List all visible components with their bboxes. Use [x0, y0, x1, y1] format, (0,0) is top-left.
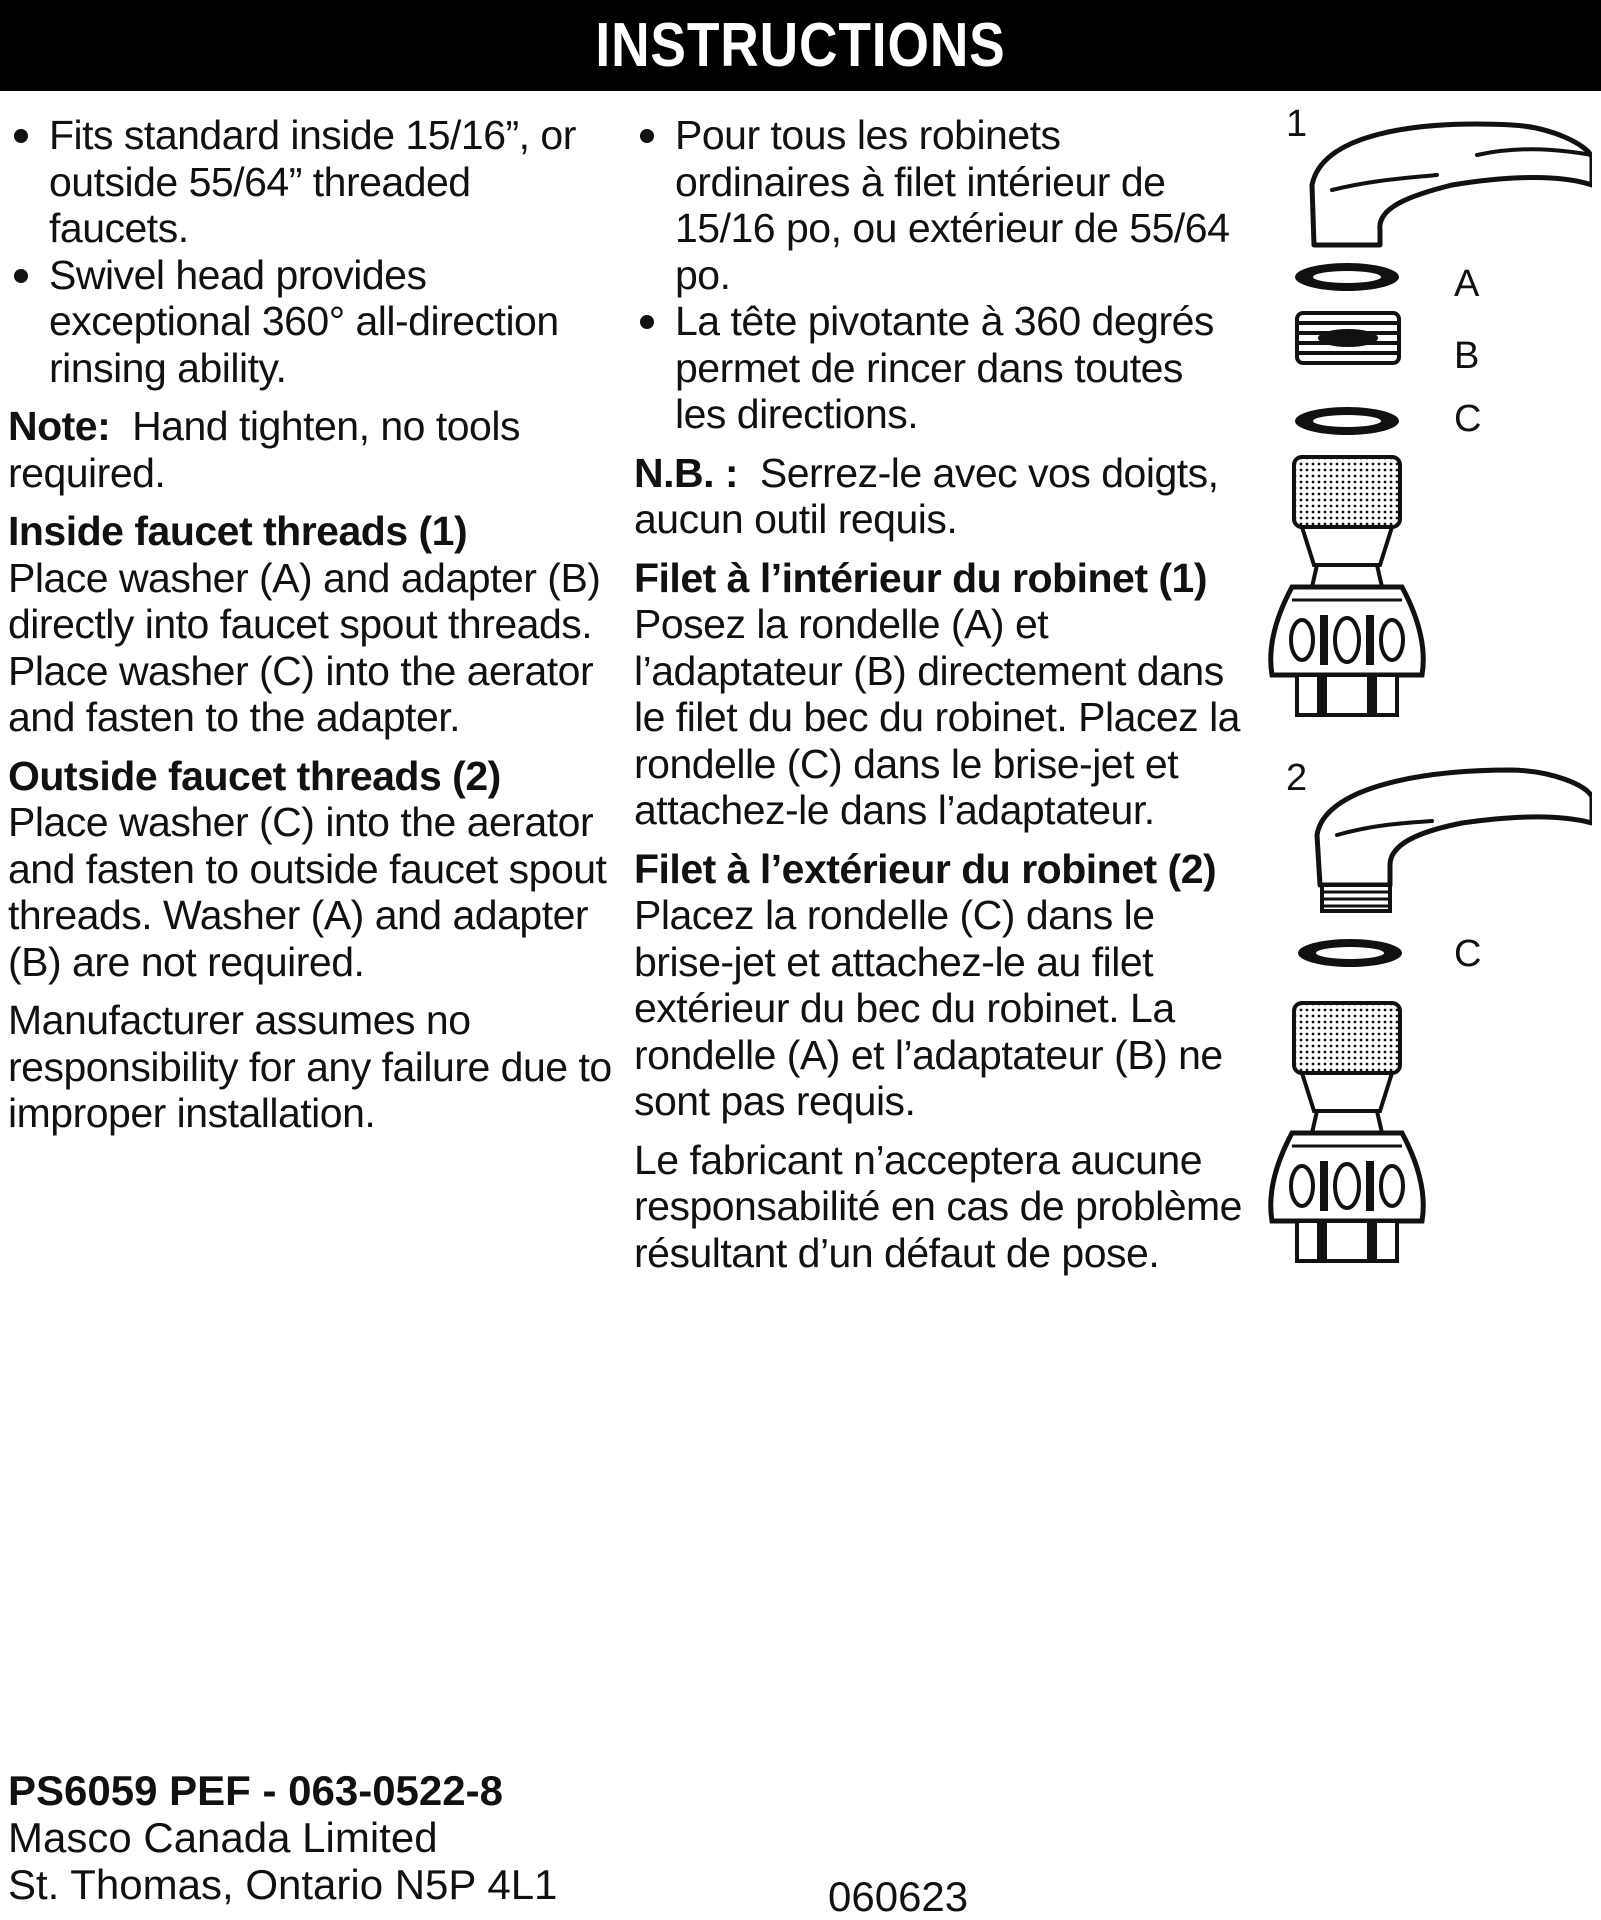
english-bullet-fit: Fits standard inside 15/16”, or outside 55/64” threaded faucets.	[8, 112, 618, 252]
english-outside-text: Place washer (C) into the aerator and fasten to outside faucet spout threads. Washer (A) and adapter (B) are not required.	[8, 799, 607, 985]
french-outside-title: Filet à l’extérieur du robinet (2)	[634, 845, 1217, 892]
french-column	[634, 112, 1244, 1276]
product-code: PS6059 PEF - 063-0522-8	[8, 1767, 503, 1814]
english-outside-section	[8, 741, 618, 986]
french-disclaimer: Le fabricant n’acceptera aucune responsabilité en cas de problème résultant d’un défaut de pose.	[634, 1136, 1242, 1276]
french-note-text: Serrez-le avec vos doigts, aucun outil requis.	[634, 449, 1219, 542]
company-name: Masco Canada Limited	[8, 1814, 438, 1861]
english-feature-list	[8, 112, 618, 391]
english-outside-title: Outside faucet threads (2)	[8, 752, 501, 799]
footer	[8, 1767, 808, 1908]
english-inside-section	[8, 496, 618, 741]
label-c-2: C	[1454, 933, 1482, 975]
figure-1-number: 1	[1286, 103, 1308, 145]
diagram-drawing	[1262, 95, 1592, 1295]
washer-c-1	[1295, 407, 1399, 435]
washer-c-2	[1298, 939, 1402, 967]
label-b: B	[1454, 335, 1480, 377]
page-title: INSTRUCTIONS	[595, 11, 1006, 80]
aerator-2	[1271, 1003, 1424, 1261]
document-number: 060623	[828, 1873, 969, 1920]
french-outside-section	[634, 834, 1244, 1125]
french-outside-text: Placez la rondelle (C) dans le brise-jet et attachez-le au filet extérieur du bec du robinet. La rondelle (A) et l’adaptateur (B) ne sont pas requis.	[634, 892, 1223, 1124]
faucet-spout-2	[1317, 770, 1592, 911]
washer-a	[1295, 263, 1399, 291]
figure-2-number: 2	[1286, 757, 1308, 799]
english-note-label: Note:	[8, 403, 111, 449]
french-inside-text: Posez la rondelle (A) et l’adaptateur (B) directement dans le filet du bec du robinet. Placez la rondelle (C) dans le brise-jet et attachez-le dans l’adaptateur.	[634, 601, 1240, 833]
french-note-label: N.B. :	[634, 449, 739, 496]
french-note	[634, 438, 1244, 543]
french-feature-list	[634, 112, 1244, 438]
french-inside-section	[634, 543, 1244, 834]
label-a: A	[1454, 263, 1480, 305]
english-inside-text: Place washer (A) and adapter (B) directly into faucet spout threads. Place washer (C) into the aerator and fasten to the adapter.	[8, 554, 601, 740]
installation-diagram	[1262, 95, 1592, 1295]
company-address: St. Thomas, Ontario N5P 4L1	[8, 1861, 558, 1908]
english-note-text: Hand tighten, no tools required.	[8, 403, 520, 496]
french-bullet-swivel: La tête pivotante à 360 degrés permet de rincer dans toutes les directions.	[634, 298, 1244, 438]
adapter-b	[1297, 313, 1399, 363]
french-bullet-fit: Pour tous les robinets ordinaires à filet intérieur de 15/16 po, ou extérieur de 55/64 po.	[634, 112, 1244, 298]
english-inside-title: Inside faucet threads (1)	[8, 508, 468, 554]
english-disclaimer: Manufacturer assumes no responsibility for any failure due to improper installation.	[8, 997, 612, 1136]
faucet-spout-1	[1312, 124, 1592, 245]
english-note	[8, 391, 618, 496]
english-bullet-swivel: Swivel head provides exceptional 360° all-direction rinsing ability.	[8, 252, 618, 392]
french-inside-title: Filet à l’intérieur du robinet (1)	[634, 554, 1207, 601]
aerator-1	[1271, 457, 1424, 715]
header-bar	[0, 0, 1601, 91]
label-c: C	[1454, 398, 1482, 440]
english-column	[8, 112, 618, 1137]
